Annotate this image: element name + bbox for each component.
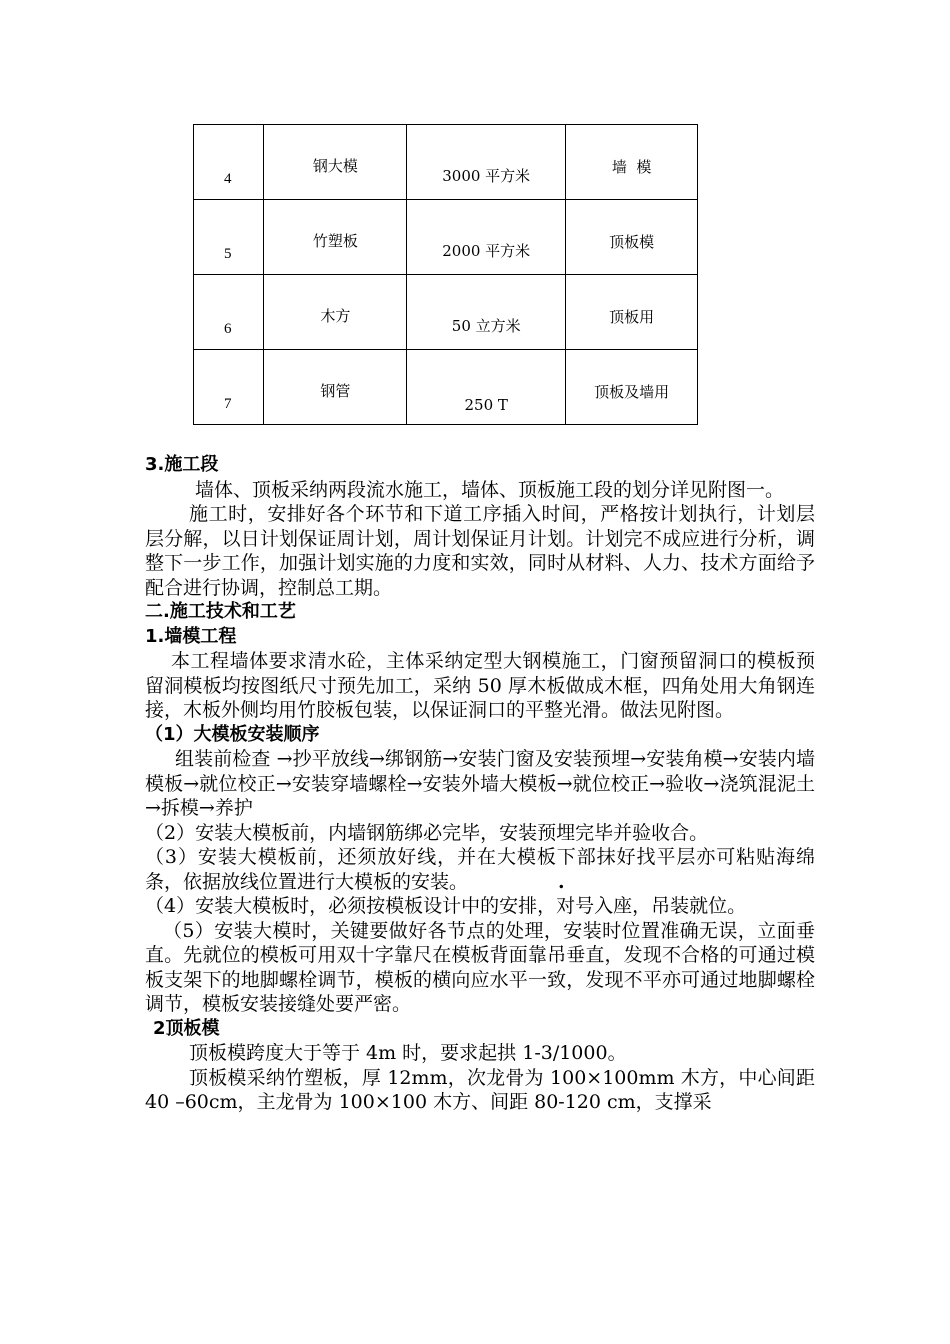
subsection-heading: 2顶板模 [153,1017,220,1039]
row-number: 5 [224,246,232,262]
material-name: 竹塑板 [312,232,358,250]
material-name: 钢大模 [312,157,358,175]
list-item: （4）安装大模板时，必须按模板设计中的安排，对号入座，吊装就位。 [145,895,747,917]
table-row [194,125,698,200]
paragraph: 施工时，安排好各个环节和下道工序插入时间，严格按计划执行，计划层层分解，以日计划保证周计划，周计划保证月计划。计划完不成应进行分析，调整下一步工作，加强计划实施的力度和实效，同时从材料、人力、技术方面给予配合进行协调，控制总工期。 [145,503,815,599]
quantity-cell [407,125,566,200]
material-name-cell [264,275,407,350]
usage-cell [566,350,698,425]
usage: 顶板模 [609,233,655,251]
list-item: （5）安装大模时，关键要做好各节点的处理，安装时位置准确无误，立面垂直。先就位的模板可用双十字靠尺在模板背面靠吊垂直，发现不合格的可通过模板支架下的地脚螺栓调节，模板的横向应水平一致，发现不平亦可通过地脚螺栓调节，模板安装接缝处要严密。 [145,919,815,1015]
row-number-cell [194,200,264,275]
material-name: 钢管 [320,382,351,400]
section-heading: 3.施工段 [145,454,219,475]
quantity: 2000 平方米 [442,242,531,260]
body-text [145,453,815,1115]
row-number: 7 [224,396,232,412]
list-item [145,845,815,894]
quantity-cell [407,200,566,275]
row-number-cell [194,125,264,200]
list-item-text: 组装前检查 →抄平放线→绑钢筋→安装门窗及安装预埋→安装角模→安装内墙模板→就位校正→安装穿墙螺栓→安装外墙大模板→就位校正→验收→浇筑混泥土→拆模→养护 [145,748,815,819]
material-name: 木方 [320,307,351,325]
row-number: 6 [224,321,232,337]
list-item-text: （3）安装大模板前，还须放好线，并在大模板下部抹好找平层亦可粘贴海绵条，依据放线位置进行大模板的安装。 [145,846,815,893]
list-item-heading: （1）大模板安装顺序 [145,723,320,745]
subsection-heading: 1.墙模工程 [145,625,237,647]
material-name-cell [264,200,407,275]
row-number-cell [194,275,264,350]
table-row [194,275,698,350]
usage-cell [566,125,698,200]
material-name-cell [264,350,407,425]
quantity-cell [407,350,566,425]
quantity: 50 立方米 [451,317,521,335]
usage: 墙 模 [611,158,652,176]
usage-cell [566,275,698,350]
paragraph: 顶板模跨度大于等于 4m 时，要求起拱 1-3/1000。 [189,1042,627,1064]
usage-cell [566,200,698,275]
row-number-cell [194,350,264,425]
row-number: 4 [224,171,232,187]
section-heading: 二.施工技术和工艺 [145,601,296,622]
stray-dot: . [558,870,565,893]
list-item: （2）安装大模板前，内墙钢筋绑必完毕，安装预埋完毕并验收合。 [145,821,709,844]
paragraph: 本工程墙体要求清水砼，主体采纳定型大钢模施工，门窗预留洞口的模板预留洞模板均按图纸尺寸预先加工，采纳 50 厚木板做成木框，四角处用大角钢连接，木板外侧均用竹胶板包装，以保证洞口的平整光滑。做法见附图。 [145,650,815,721]
table-row [194,200,698,275]
material-name-cell [264,125,407,200]
usage: 顶板及墙用 [594,383,670,401]
table-row [194,350,698,425]
usage: 顶板用 [609,308,655,326]
quantity: 3000 平方米 [442,167,531,185]
quantity: 250 T [464,396,508,414]
materials-table [193,124,698,425]
paragraph: 墙体、顶板采纳两段流水施工，墙体、顶板施工段的划分详见附图一。 [195,478,785,501]
quantity-cell [407,275,566,350]
paragraph: 顶板模采纳竹塑板，厚 12mm，次龙骨为 100×100mm 木方，中心间距 40 –60cm，主龙骨为 100×100 木方、间距 80-120 cm，支撑采 [145,1066,815,1113]
